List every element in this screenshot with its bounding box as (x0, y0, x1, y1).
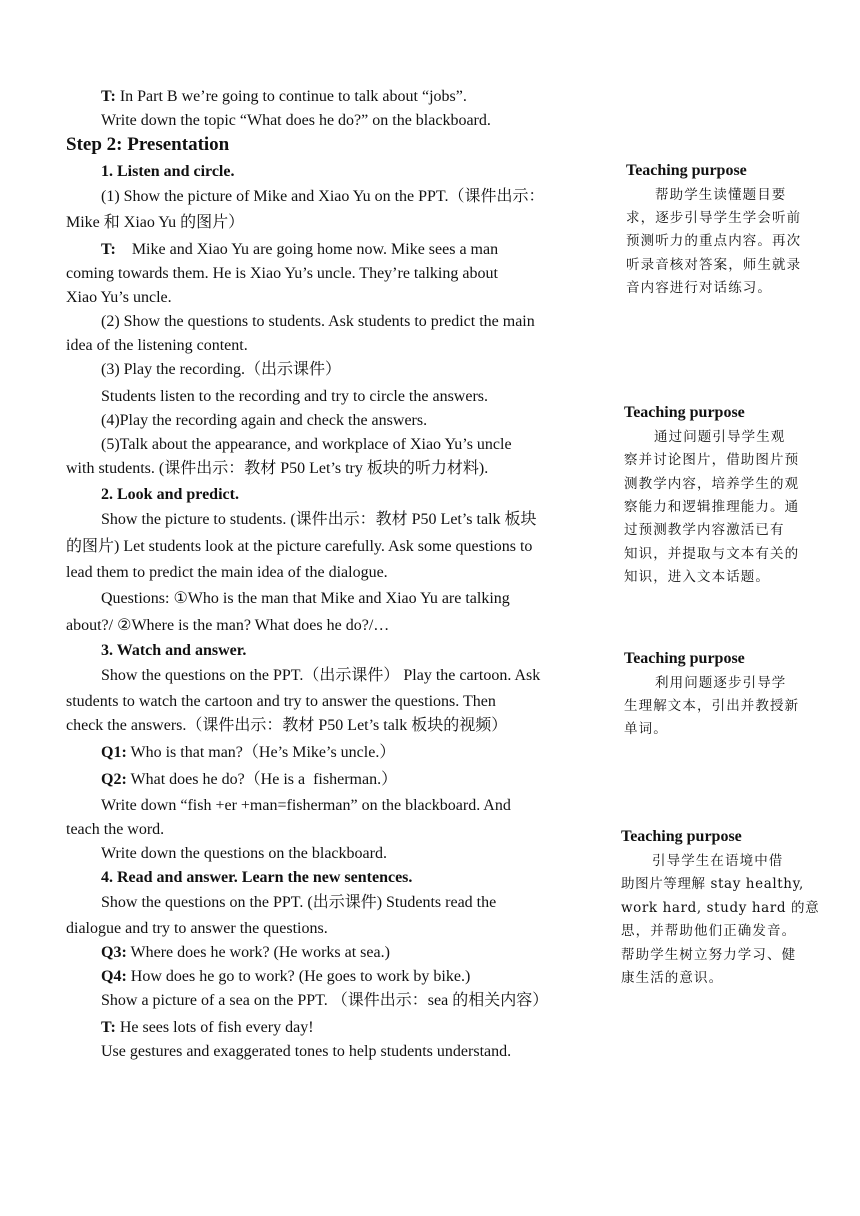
question-label: Q4: (101, 968, 127, 985)
note-line: 帮助学生读懂题目要 (655, 187, 787, 203)
note-title: Teaching purpose (624, 650, 745, 667)
speaker-label: T: (101, 241, 116, 258)
text-line: T: Mike and Xiao Yu are going home now. Mike sees a man (101, 241, 499, 258)
text-line: T: In Part B we’re going to continue to talk about “jobs”. (101, 88, 467, 105)
text-line: Mike 和 Xiao Yu 的图片） (66, 214, 245, 231)
text-line: teach the word. (66, 821, 165, 838)
text-line: Q1: Who is that man?（He’s Mike’s uncle.） (101, 744, 396, 761)
speaker-label: T: (101, 1019, 116, 1036)
question-label: Q1: (101, 744, 127, 761)
subsection-heading: 2. Look and predict. (101, 486, 239, 503)
text-line: Write down the questions on the blackboard. (101, 845, 387, 862)
note-line: 求，逐步引导学生学会听前 (626, 210, 802, 226)
text-line: (5)Talk about the appearance, and workplace of Xiao Yu’s uncle (101, 436, 512, 453)
text-line: coming towards them. He is Xiao Yu’s uncle. They’re talking about (66, 265, 498, 282)
question-label: Q2: (101, 771, 127, 788)
note-line: 单词。 (624, 721, 668, 737)
speaker-label: T: (101, 88, 116, 105)
note-line: 过预测教学内容激活已有 (624, 522, 785, 538)
text-line: Questions: ①Who is the man that Mike and Xiao Yu are talking (101, 590, 510, 607)
note-line: 康生活的意识。 (621, 970, 724, 986)
note-line: 生理解文本，引出并教授新 (624, 698, 800, 714)
subsection-heading: 4. Read and answer. Learn the new sentences. (101, 869, 413, 886)
note-line: 预测听力的重点内容。再次 (626, 233, 802, 249)
text-line: check the answers.（课件出示：教材 P50 Let’s talk 板块的视频） (66, 717, 508, 734)
note-title: Teaching purpose (624, 404, 745, 421)
note-line: 利用问题逐步引导学 (655, 675, 787, 691)
text-line: 的图片) Let students look at the picture carefully. Ask some questions to (66, 538, 533, 555)
text-line: dialogue and try to answer the questions. (66, 920, 328, 937)
text-line: Q2: What does he do?（He is a fisherman.） (101, 771, 398, 788)
text-line: about?/ ②Where is the man? What does he do?/… (66, 617, 390, 634)
text-line: (3) Play the recording.（出示课件） (101, 361, 341, 378)
text-line: T: He sees lots of fish every day! (101, 1019, 314, 1036)
text-line: Students listen to the recording and try to circle the answers. (101, 388, 489, 405)
text-line: Q4: How does he go to work? (He goes to work by bike.) (101, 968, 471, 985)
subsection-heading: 3. Watch and answer. (101, 642, 247, 659)
note-line: 知识，进入文本话题。 (624, 569, 770, 585)
note-line: 察能力和逻辑推理能力。通 (624, 499, 800, 515)
note-line: work hard, study hard 的意 (621, 900, 820, 916)
text-line: Q3: Where does he work? (He works at sea.) (101, 944, 390, 961)
text-line: (4)Play the recording again and check the answers. (101, 412, 428, 429)
text-line: Show a picture of a sea on the PPT. （课件出示：sea 的相关内容） (101, 992, 549, 1009)
note-line: 通过问题引导学生观 (654, 429, 786, 445)
text-line: Use gestures and exaggerated tones to help students understand. (101, 1043, 512, 1060)
subsection-heading: 1. Listen and circle. (101, 163, 235, 180)
text-line: with students. (课件出示：教材 P50 Let’s try 板块的听力材料). (66, 460, 489, 477)
text-line: Show the questions on the PPT. (出示课件) Students read the (101, 894, 497, 911)
section-heading: Step 2: Presentation (66, 134, 230, 155)
note-line: 思，并帮助他们正确发音。 (621, 923, 797, 939)
text-line: idea of the listening content. (66, 337, 248, 354)
text-line: (2) Show the questions to students. Ask students to predict the main (101, 313, 535, 330)
text-line: Write down “fish +er +man=fisherman” on the blackboard. And (101, 797, 511, 814)
text-line: Xiao Yu’s uncle. (66, 289, 172, 306)
text-line: lead them to predict the main idea of the dialogue. (66, 564, 388, 581)
question-label: Q3: (101, 944, 127, 961)
note-line: 音内容进行对话练习。 (626, 280, 772, 296)
note-line: 引导学生在语境中借 (652, 853, 784, 869)
text-line: students to watch the cartoon and try to answer the questions. Then (66, 693, 496, 710)
note-line: 听录音核对答案，师生就录 (626, 257, 802, 273)
note-title: Teaching purpose (626, 162, 747, 179)
text-line: (1) Show the picture of Mike and Xiao Yu on the PPT.（课件出示： (101, 188, 545, 205)
note-line: 帮助学生树立努力学习、健 (621, 947, 797, 963)
note-line: 知识，并提取与文本有关的 (624, 546, 800, 562)
note-line: 察并讨论图片，借助图片预 (624, 452, 800, 468)
note-line: 助图片等理解 stay healthy, (621, 876, 804, 892)
text-line: Show the picture to students. (课件出示：教材 P50 Let’s talk 板块 (101, 511, 537, 528)
text-line: Write down the topic “What does he do?” on the blackboard. (101, 112, 491, 129)
note-title: Teaching purpose (621, 828, 742, 845)
text-line: Show the questions on the PPT.（出示课件） Play the cartoon. Ask (101, 667, 541, 684)
note-line: 测教学内容，培养学生的观 (624, 476, 800, 492)
